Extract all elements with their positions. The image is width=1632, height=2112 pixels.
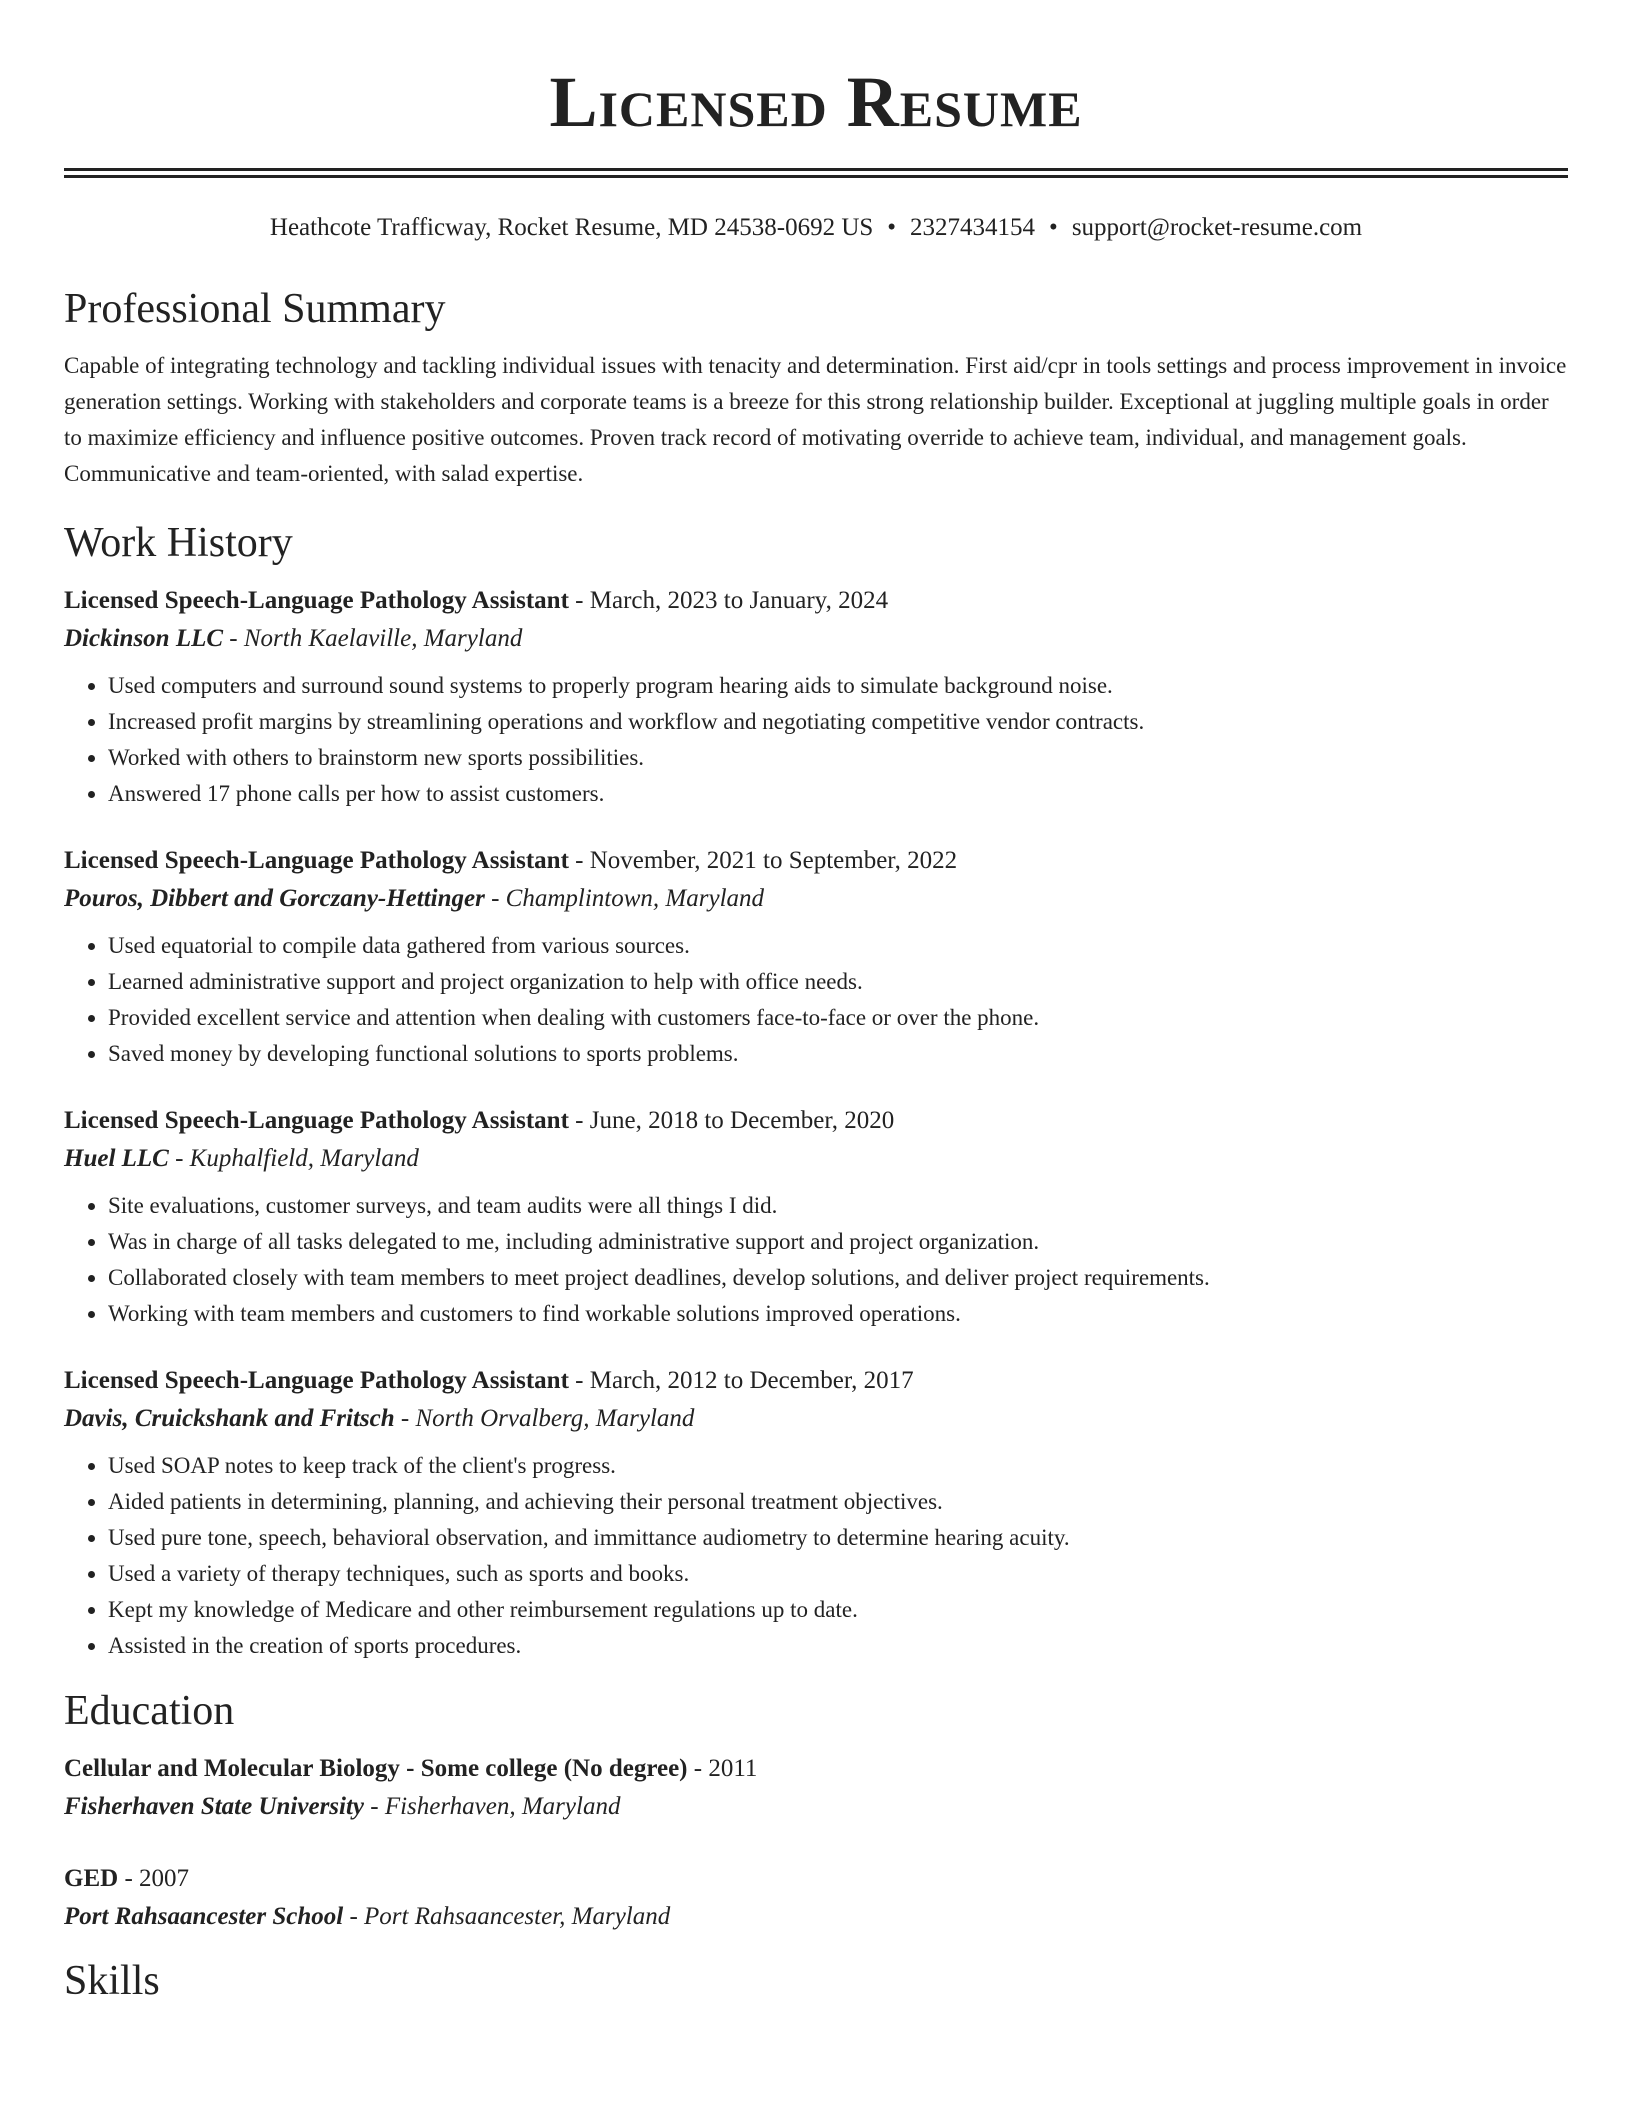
job-bullet: • Used equatorial to compile data gathered from various sources. [108, 928, 1568, 964]
education-location: - Fisherhaven, Maryland [364, 1793, 621, 1820]
contact-phone: 2327434154 [910, 214, 1036, 241]
job-bullet: • Used SOAP notes to keep track of the client's progress. [108, 1448, 1568, 1484]
job-title-line [64, 582, 1568, 620]
job-dates: - March, 2023 to January, 2024 [568, 587, 889, 614]
skills-heading: Skills [64, 1958, 160, 2004]
job-company-line [64, 1400, 1568, 1438]
job-bullet: • Provided excellent service and attention when dealing with customers face-to-face or over the phone. [108, 1000, 1568, 1036]
job-title-line [64, 1102, 1568, 1140]
job-role: Licensed Speech-Language Pathology Assistant [64, 847, 569, 874]
job-location: - Kuphalfield, Maryland [168, 1145, 419, 1172]
job-dates: - November, 2021 to September, 2022 [568, 847, 958, 874]
job-dates: - March, 2012 to December, 2017 [568, 1367, 914, 1394]
summary-heading: Professional Summary [64, 286, 446, 332]
job-bullet: • Collaborated closely with team members to meet project deadlines, develop solutions, and deliver project requirements. [108, 1260, 1568, 1296]
education-year: - 2011 [687, 1755, 758, 1782]
job-role: Licensed Speech-Language Pathology Assistant [64, 1367, 569, 1394]
job-bullets [64, 668, 1568, 812]
job-bullet: • Increased profit margins by streamlining operations and workflow and negotiating competitive vendor contracts. [108, 704, 1568, 740]
job-bullet: • Answered 17 phone calls per how to assist customers. [108, 776, 1568, 812]
education-school-line [64, 1788, 1568, 1826]
education-entry [64, 1860, 1568, 1936]
job-dates: - June, 2018 to December, 2020 [568, 1107, 895, 1134]
header-double-rule [64, 168, 1568, 178]
job-bullets [64, 1188, 1568, 1332]
job-bullet: • Assisted in the creation of sports procedures. [108, 1628, 1568, 1664]
education-year: - 2007 [118, 1865, 190, 1892]
contact-email: support@rocket-resume.com [1071, 214, 1363, 241]
job-bullets [64, 928, 1568, 1072]
job-location: - North Orvalberg, Maryland [394, 1405, 695, 1432]
job-title-line [64, 1362, 1568, 1400]
education-heading: Education [64, 1688, 235, 1734]
education-degree-line [64, 1860, 1568, 1898]
education-location: - Port Rahsaancester, Maryland [343, 1903, 671, 1930]
job-role: Licensed Speech-Language Pathology Assistant [64, 587, 569, 614]
work-history-heading: Work History [64, 520, 293, 566]
education-degree: Cellular and Molecular Biology - Some college (No degree) [64, 1755, 688, 1782]
job-location: - North Kaelaville, Maryland [223, 625, 523, 652]
job-bullet: • Saved money by developing functional solutions to sports problems. [108, 1036, 1568, 1072]
job-bullet: • Aided patients in determining, planning, and achieving their personal treatment objectives. [108, 1484, 1568, 1520]
summary-text: Capable of integrating technology and tackling individual issues with tenacity and determination. First aid/cpr in tools settings and process improvement in invoice generation settings. Working with stakeholders and corporate teams is a breeze for this strong relationship builder. Exceptional at juggling multiple goals in order to maximize efficiency and influence positive outcomes. Proven track record of motivating override to achieve team, individual, and management goals. Communicative and team-oriented, with salad expertise. [64, 353, 1567, 486]
contact-separator: • [1049, 214, 1058, 241]
job-bullet: • Site evaluations, customer surveys, and team audits were all things I did. [108, 1188, 1568, 1224]
job-bullet: • Worked with others to brainstorm new sports possibilities. [108, 740, 1568, 776]
job-entry [64, 1102, 1568, 1332]
education-school: Fisherhaven State University [64, 1793, 365, 1820]
job-bullet: • Was in charge of all tasks delegated to me, including administrative support and project organization. [108, 1224, 1568, 1260]
education-entry [64, 1750, 1568, 1826]
job-company: Davis, Cruickshank and Fritsch [64, 1405, 395, 1432]
job-company: Pouros, Dibbert and Gorczany-Hettinger [64, 885, 485, 912]
job-bullet: • Working with team members and customers to find workable solutions improved operations. [108, 1296, 1568, 1332]
contact-separator: • [887, 214, 897, 241]
job-location: - Champlintown, Maryland [484, 885, 765, 912]
job-entry [64, 1362, 1568, 1664]
job-bullet: • Used computers and surround sound systems to properly program hearing aids to simulate background noise. [108, 668, 1568, 704]
job-role: Licensed Speech-Language Pathology Assistant [64, 1107, 569, 1134]
job-company: Dickinson LLC [64, 625, 224, 652]
resume-name: Licensed Resume [549, 62, 1083, 142]
job-title-line [64, 842, 1568, 880]
job-company-line [64, 1140, 1568, 1178]
job-bullets [64, 1448, 1568, 1664]
contact-line [64, 212, 1568, 244]
education-school: Port Rahsaancester School [64, 1903, 344, 1930]
job-company-line [64, 880, 1568, 918]
job-entry [64, 842, 1568, 1072]
education-degree-line [64, 1750, 1568, 1788]
job-company-line [64, 620, 1568, 658]
contact-address: Heathcote Trafficway, Rocket Resume, MD 24538-0692 US [269, 214, 874, 241]
job-bullet: • Kept my knowledge of Medicare and other reimbursement regulations up to date. [108, 1592, 1568, 1628]
job-entry [64, 582, 1568, 812]
education-degree: GED [64, 1865, 119, 1892]
job-bullet: • Used a variety of therapy techniques, such as sports and books. [108, 1556, 1568, 1592]
job-bullet: • Learned administrative support and project organization to help with office needs. [108, 964, 1568, 1000]
job-bullet: • Used pure tone, speech, behavioral observation, and immittance audiometry to determine hearing acuity. [108, 1520, 1568, 1556]
job-company: Huel LLC [64, 1145, 169, 1172]
education-school-line [64, 1898, 1568, 1936]
